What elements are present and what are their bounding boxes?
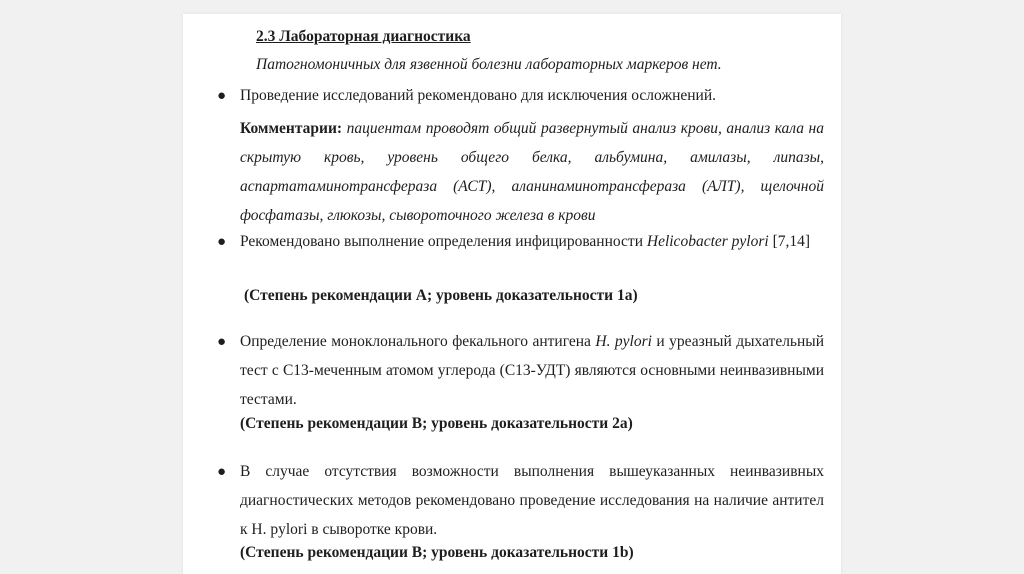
item-text: Рекомендовано выполнение определения инфицированности [240, 233, 643, 250]
organism-name: Helicobacter pylori [646, 233, 769, 250]
citation: [7,14] [772, 233, 811, 250]
item-text: Проведение исследований рекомендовано для исключения осложнений. [240, 87, 717, 104]
item-text: Определение моноклонального фекального антигена [240, 333, 591, 350]
item-text: В случае отсутствия возможности выполнения вышеуказанных неинвазивных диагностических методов рекомендовано проведение исследования на наличие антител к H. pylori в сыворотке крови. [240, 463, 824, 538]
recommendation-grade: (Степень рекомендации B; уровень доказательности 2a) [240, 415, 633, 432]
bullet-icon: ● [217, 464, 227, 480]
comment-text: пациентам проводят общий развернутый анализ крови, анализ кала на скрытую кровь, уровень общего белка, альбумина, амилазы, липазы, аспартатаминотрансфераза (АСТ), аланинаминотрансфераза (АЛТ), щелочной фосфатазы, глюкозы, сывороточного железа в крови [240, 120, 824, 224]
section-heading: 2.3 Лабораторная диагностика [256, 28, 471, 45]
bullet-icon: ● [217, 234, 227, 250]
list-item-text [240, 327, 824, 414]
recommendation-grade: (Степень рекомендации A; уровень доказательности 1a) [244, 287, 638, 304]
item-text-continued: и уреазный дыхательный тест с C13-меченным атомом углерода (C13-УДТ) являются основными неинвазивными тестами. [240, 333, 825, 408]
bullet-icon: ● [217, 334, 227, 350]
list-item-text [240, 227, 824, 256]
comment-label: Комментарии: [240, 120, 343, 137]
list-item-text [240, 457, 824, 544]
bullet-icon: ● [217, 88, 227, 104]
section-subtitle: Патогномоничных для язвенной болезни лабораторных маркеров нет. [256, 56, 722, 73]
document-page [183, 14, 841, 574]
organism-name: H. pylori [595, 333, 652, 350]
list-item-text [240, 81, 824, 110]
recommendation-grade: (Степень рекомендации B; уровень доказательности 1b) [240, 544, 634, 561]
comment-paragraph [240, 114, 824, 230]
